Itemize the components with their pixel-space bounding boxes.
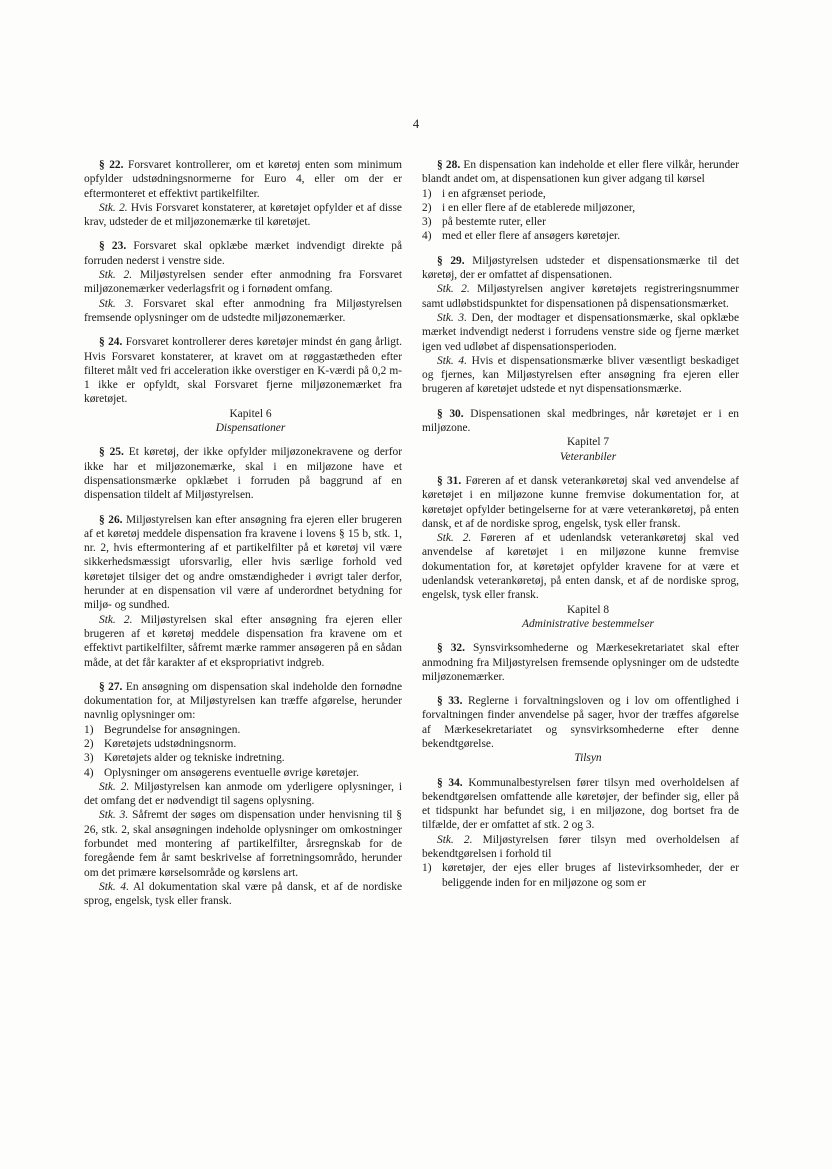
section-27-stk3: Stk. 3. Såfremt der søges om dispensation under henvisning til § 26, stk. 2, skal ansøgningen indeholde oplysninger om omkostninger forbundet med montering af partikelfilter, årsregnskab for de foregående fem år samt beskrivelse af forretningsområdo, herunder om det primære kørselsområde og kørslens art.	[84, 809, 403, 879]
section-24: § 24. Forsvaret kontrollerer deres køretøjer mindst én gang årligt. Hvis Forsvaret konstaterer, at kravet om at røggastætheden efter filteret målt ved fri acceleration ikke overstiger en K-værdi på 0,2 m-1 ikke er opfyldt, skal Forsvaret fjerne miljøzonemærket fra køretøjet.	[84, 336, 402, 406]
section-29-stk4: Stk. 4. Hvis et dispensationsmærke bliver væsentligt beskadiget og fjernes, kan Miljøstyrelsen efter ansøgning fra ejeren eller brugeren af køretøjet udstede et nyt dispensationsmærke.	[422, 354, 739, 396]
left-column	[84, 158, 402, 909]
chapter-8-title: Administrative bestemmelser	[522, 617, 654, 630]
section-34: § 34. Kommunalbestyrelsen fører tilsyn med overholdelsen af bekendtgørelsen omfattende alle køretøjer, der befinder sig, eller på et tidspunkt har befundet sig, i en miljøzone, dog bortset fra de tilfælde, der er omfattet af stk. 2 og 3.	[422, 776, 739, 832]
section-22-stk2: Stk. 2. Hvis Forsvaret konstaterer, at køretøjet opfylder et af disse krav, udsteder de et miljøzonemærke til køretøjet.	[84, 201, 402, 229]
section-34-stk2: Stk. 2. Miljøstyrelsen fører tilsyn med overholdelsen af bekendtgørelsen i forhold til	[422, 833, 739, 861]
list-item: 4) Oplysninger om ansøgerens eventuelle øvrige køretøjer.	[84, 766, 359, 779]
chapter-8-label: Kapitel 8	[566, 603, 610, 616]
tilsyn-heading: Tilsyn	[574, 752, 602, 765]
section-27-list	[84, 723, 402, 780]
section-23: § 23. Forsvaret skal opklæbe mærket indvendigt direkte på forruden nederst i venstre side.	[84, 240, 402, 267]
chapter-7-label: Kapitel 7	[566, 436, 610, 449]
section-23-stk3: Stk. 3. Forsvaret skal efter anmodning fra Miljøstyrelsen fremsende oplysninger om de udstedte miljøzonemærker.	[84, 297, 402, 324]
list-item: 1) køretøjer, der ejes eller bruges af listevirksomheder, der er beliggende inden for en miljøzone og som er	[422, 862, 739, 889]
section-34-list	[422, 861, 739, 890]
list-item: 2) i en eller flere af de etablerede miljøzoner,	[422, 201, 636, 214]
list-item: 3) Køretøjets alder og tekniske indretning.	[84, 752, 285, 765]
section-29: § 29. Miljøstyrelsen udsteder et dispensationsmærke til det køretøj, der er omfattet af dispensationen.	[422, 254, 740, 282]
section-23-stk2: Stk. 2. Miljøstyrelsen sender efter anmodning fra Forsvaret miljøzonemærker vederlagsfrit og i fornødent omfang.	[84, 269, 402, 296]
chapter-7-title: Veteranbiler	[559, 450, 617, 463]
list-item: 1) Begrundelse for ansøgningen.	[84, 723, 241, 736]
list-item: 2) Køretøjets udstødningsnorm.	[84, 737, 237, 750]
section-28: § 28. En dispensation kan indeholde et eller flere vilkår, herunder blandt andet om, at dispensationen kun giver adgang til kørsel	[422, 159, 739, 186]
section-28-list	[422, 187, 739, 244]
section-26: § 26. Miljøstyrelsen kan efter ansøgning fra ejeren eller brugeren af et køretøj meddele dispensation fra kravene i lovens § 15 b, stk. 1, nr. 2, hvis eftermontering af et partikelfilter på et køretøj vil være sikkerhedsmæssigt uforsvarlig, eller hvis særlige forhold ved køretøjet tilsiger det og andre omstændigheder i øvrigt taler derfor, herunder at en dispensation vil være af underordnet betydning for miljø- og sundhed.	[84, 513, 402, 612]
section-26-stk2: Stk. 2. Miljøstyrelsen skal efter ansøgning fra ejeren eller brugeren af et køretøj meddele dispensation fra kravene om et effektivt partikelfilter, såfremt mærke rammer ansøgeren på en sådan måde, at det får karakter af et ekspropriativt indgreb.	[84, 613, 402, 669]
section-27-stk2: Stk. 2. Miljøstyrelsen kan anmode om yderligere oplysninger, i det omfang det er nødvendigt til sagens oplysning.	[84, 780, 402, 808]
section-32: § 32. Synsvirksomhederne og Mærkesekretariatet skal efter anmodning fra Miljøstyrelsen fremsende oplysninger om de udstedte miljøzonemærker.	[422, 642, 739, 683]
right-column	[422, 158, 739, 890]
section-25: § 25. Et køretøj, der ikke opfylder miljøzonekravene og derfor ikke har et miljøzonemærke, skal i en miljøzone have et dispensationsmærke opklæbet i forruden på baggrund af en dispensation tildelt af Miljøstyrelsen.	[84, 446, 402, 502]
section-29-stk2: Stk. 2. Miljøstyrelsen angiver køretøjets registreringsnummer samt udløbstidspunktet for dispensationen på dispensationsmærket.	[422, 283, 739, 310]
section-31-stk2: Stk. 2. Føreren af et udenlandsk veterankøretøj skal ved anvendelse af køretøjet i en miljøzone kunne fremvise dokumentation for, at køretøjet opfylder kravene for at være et udenlandsk veterankøretøj, på enten dansk, et af de nordiske sprog, engelsk, tysk eller fransk.	[422, 532, 739, 602]
section-27: § 27. En ansøgning om dispensation skal indeholde den fornødne dokumentation for, at Miljøstyrelsen kan træffe afgørelse, herunder navnlig oplysninger om:	[84, 680, 402, 722]
list-item: 3) på bestemte ruter, eller	[422, 216, 546, 229]
page-number: 4	[412, 117, 420, 131]
section-33: § 33. Reglerne i forvaltningsloven og i lov om offentlighed i forvaltningen finder anvendelse på sager, hvor der træffes afgørelse af Mærkesekretariatet og synsvirksomhederne efter denne bekendtgørelse.	[422, 695, 739, 750]
list-item: 4) med et eller flere af ansøgers køretøjer.	[422, 230, 621, 243]
chapter-6-title: Dispensationer	[215, 422, 286, 435]
section-27-stk4: Stk. 4. Al dokumentation skal være på dansk, et af de nordiske sprog, engelsk, tysk eller fransk.	[84, 880, 402, 908]
chapter-6-label: Kapitel 6	[229, 407, 272, 420]
list-item: 1) i en afgrænset periode,	[422, 187, 546, 200]
section-30: § 30. Dispensationen skal medbringes, når køretøjet er i en miljøzone.	[422, 407, 740, 435]
section-31: § 31. Føreren af et dansk veterankøretøj skal ved anvendelse af køretøjet i en miljøzone kunne fremvise dokumentation for, at køretøjet opfylder betingelserne for at være veterankøretøj, på enten dansk, et af de nordiske sprog, engelsk, tysk eller fransk.	[422, 474, 739, 530]
section-29-stk3: Stk. 3. Den, der modtager et dispensationsmærke, skal opklæbe mærket indvendigt nederst i forrudens venstre side og fjerne mærket igen ved udløbet af dispensationsperioden.	[422, 311, 739, 353]
section-22: § 22. Forsvaret kontrollerer, om et køretøj enten som minimum opfylder udstødningsnormerne for Euro 4, eller om der er eftermonteret et effektivt partikelfilter.	[84, 159, 402, 200]
